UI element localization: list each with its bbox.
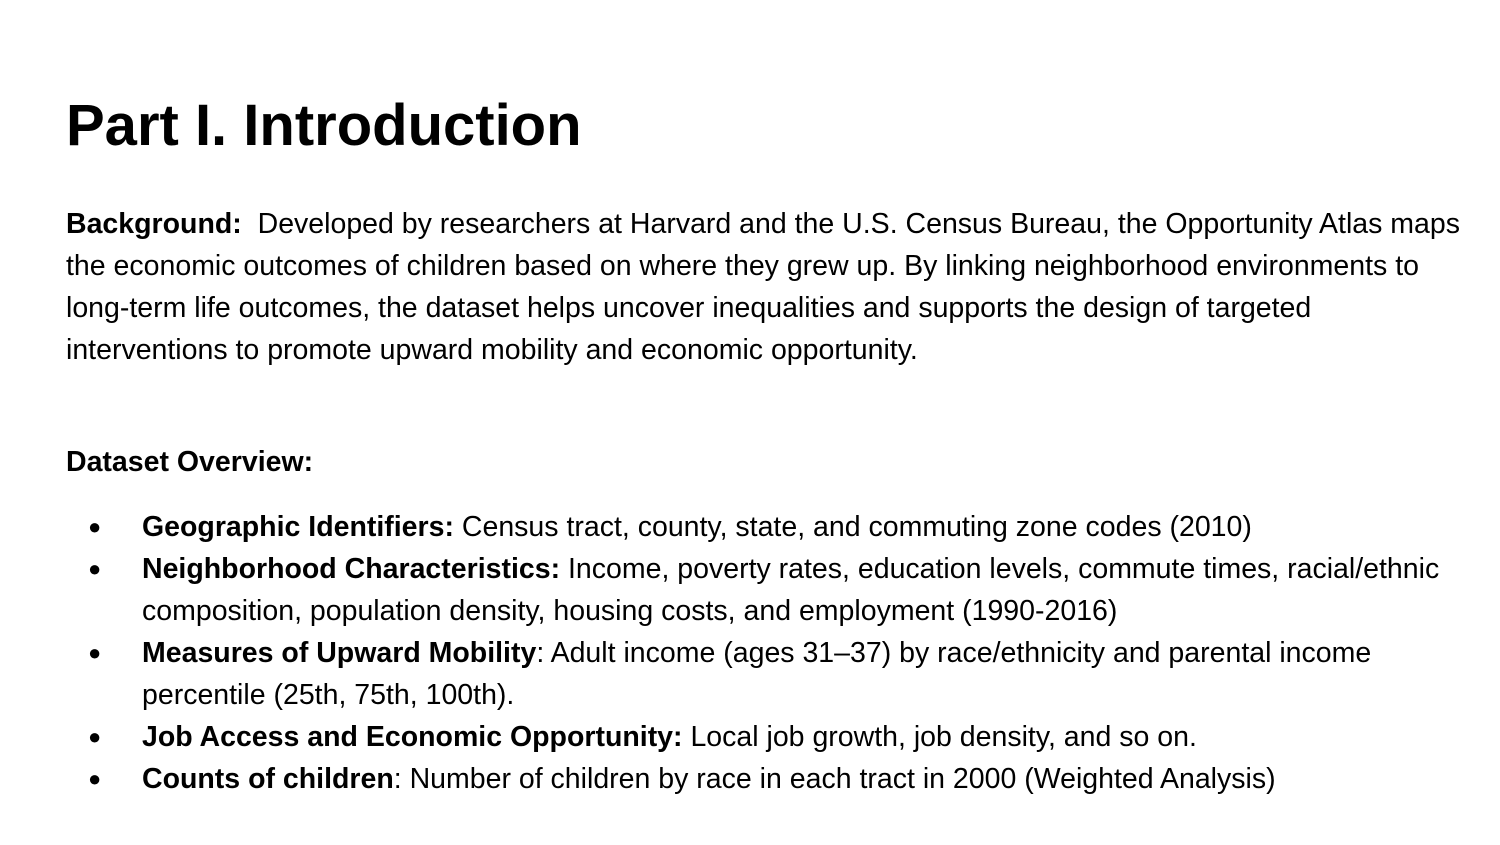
- list-item-text: : Number of children by race in each tract in 2000 (Weighted Analysis): [393, 763, 1276, 795]
- list-item-label: Measures of Upward Mobility: [142, 637, 537, 669]
- list-item-label: Job Access and Economic Opportunity:: [142, 721, 683, 753]
- bullet-icon: ●: [88, 556, 102, 581]
- list-item-counts-of-children: [0, 758, 1492, 800]
- list-item-job-access: [0, 716, 1492, 758]
- list-item-text: : Adult income (ages 31–37) by race/ethnicity and parental income percentile (25th, 75th, 100th).: [142, 637, 1372, 711]
- background-label: Background:: [66, 208, 242, 240]
- page-title: Part I. Introduction: [66, 93, 582, 158]
- bullet-icon: ●: [88, 514, 102, 539]
- dataset-overview-list: [0, 506, 1500, 800]
- list-item-upward-mobility: [0, 632, 1492, 716]
- bullet-icon: ●: [88, 766, 102, 791]
- list-item-label: Geographic Identifiers:: [142, 511, 454, 543]
- dataset-overview-heading: Dataset Overview:: [66, 446, 314, 478]
- bullet-icon: ●: [88, 640, 102, 665]
- list-item-text: Local job growth, job density, and so on.: [682, 721, 1197, 753]
- list-item-text: Census tract, county, state, and commuting zone codes (2010): [453, 511, 1252, 543]
- list-item-geographic-identifiers: [0, 506, 1492, 548]
- list-item-neighborhood-characteristics: [0, 548, 1492, 632]
- list-item-text: Income, poverty rates, education levels, commute times, racial/ethnic composition, population density, housing costs, and employment (1990-2016): [142, 553, 1440, 627]
- list-item-label: Neighborhood Characteristics:: [142, 553, 561, 585]
- bullet-icon: ●: [88, 724, 102, 749]
- list-item-label: Counts of children: [142, 763, 394, 795]
- background-paragraph: [66, 203, 1476, 371]
- background-text: Developed by researchers at Harvard and the U.S. Census Bureau, the Opportunity Atlas maps the economic outcomes of children based on where they grew up. By linking neighborhood environments to long-term life outcomes, the dataset helps uncover inequalities and supports the design of targeted interventions to promote upward mobility and economic opportunity.: [66, 208, 1460, 366]
